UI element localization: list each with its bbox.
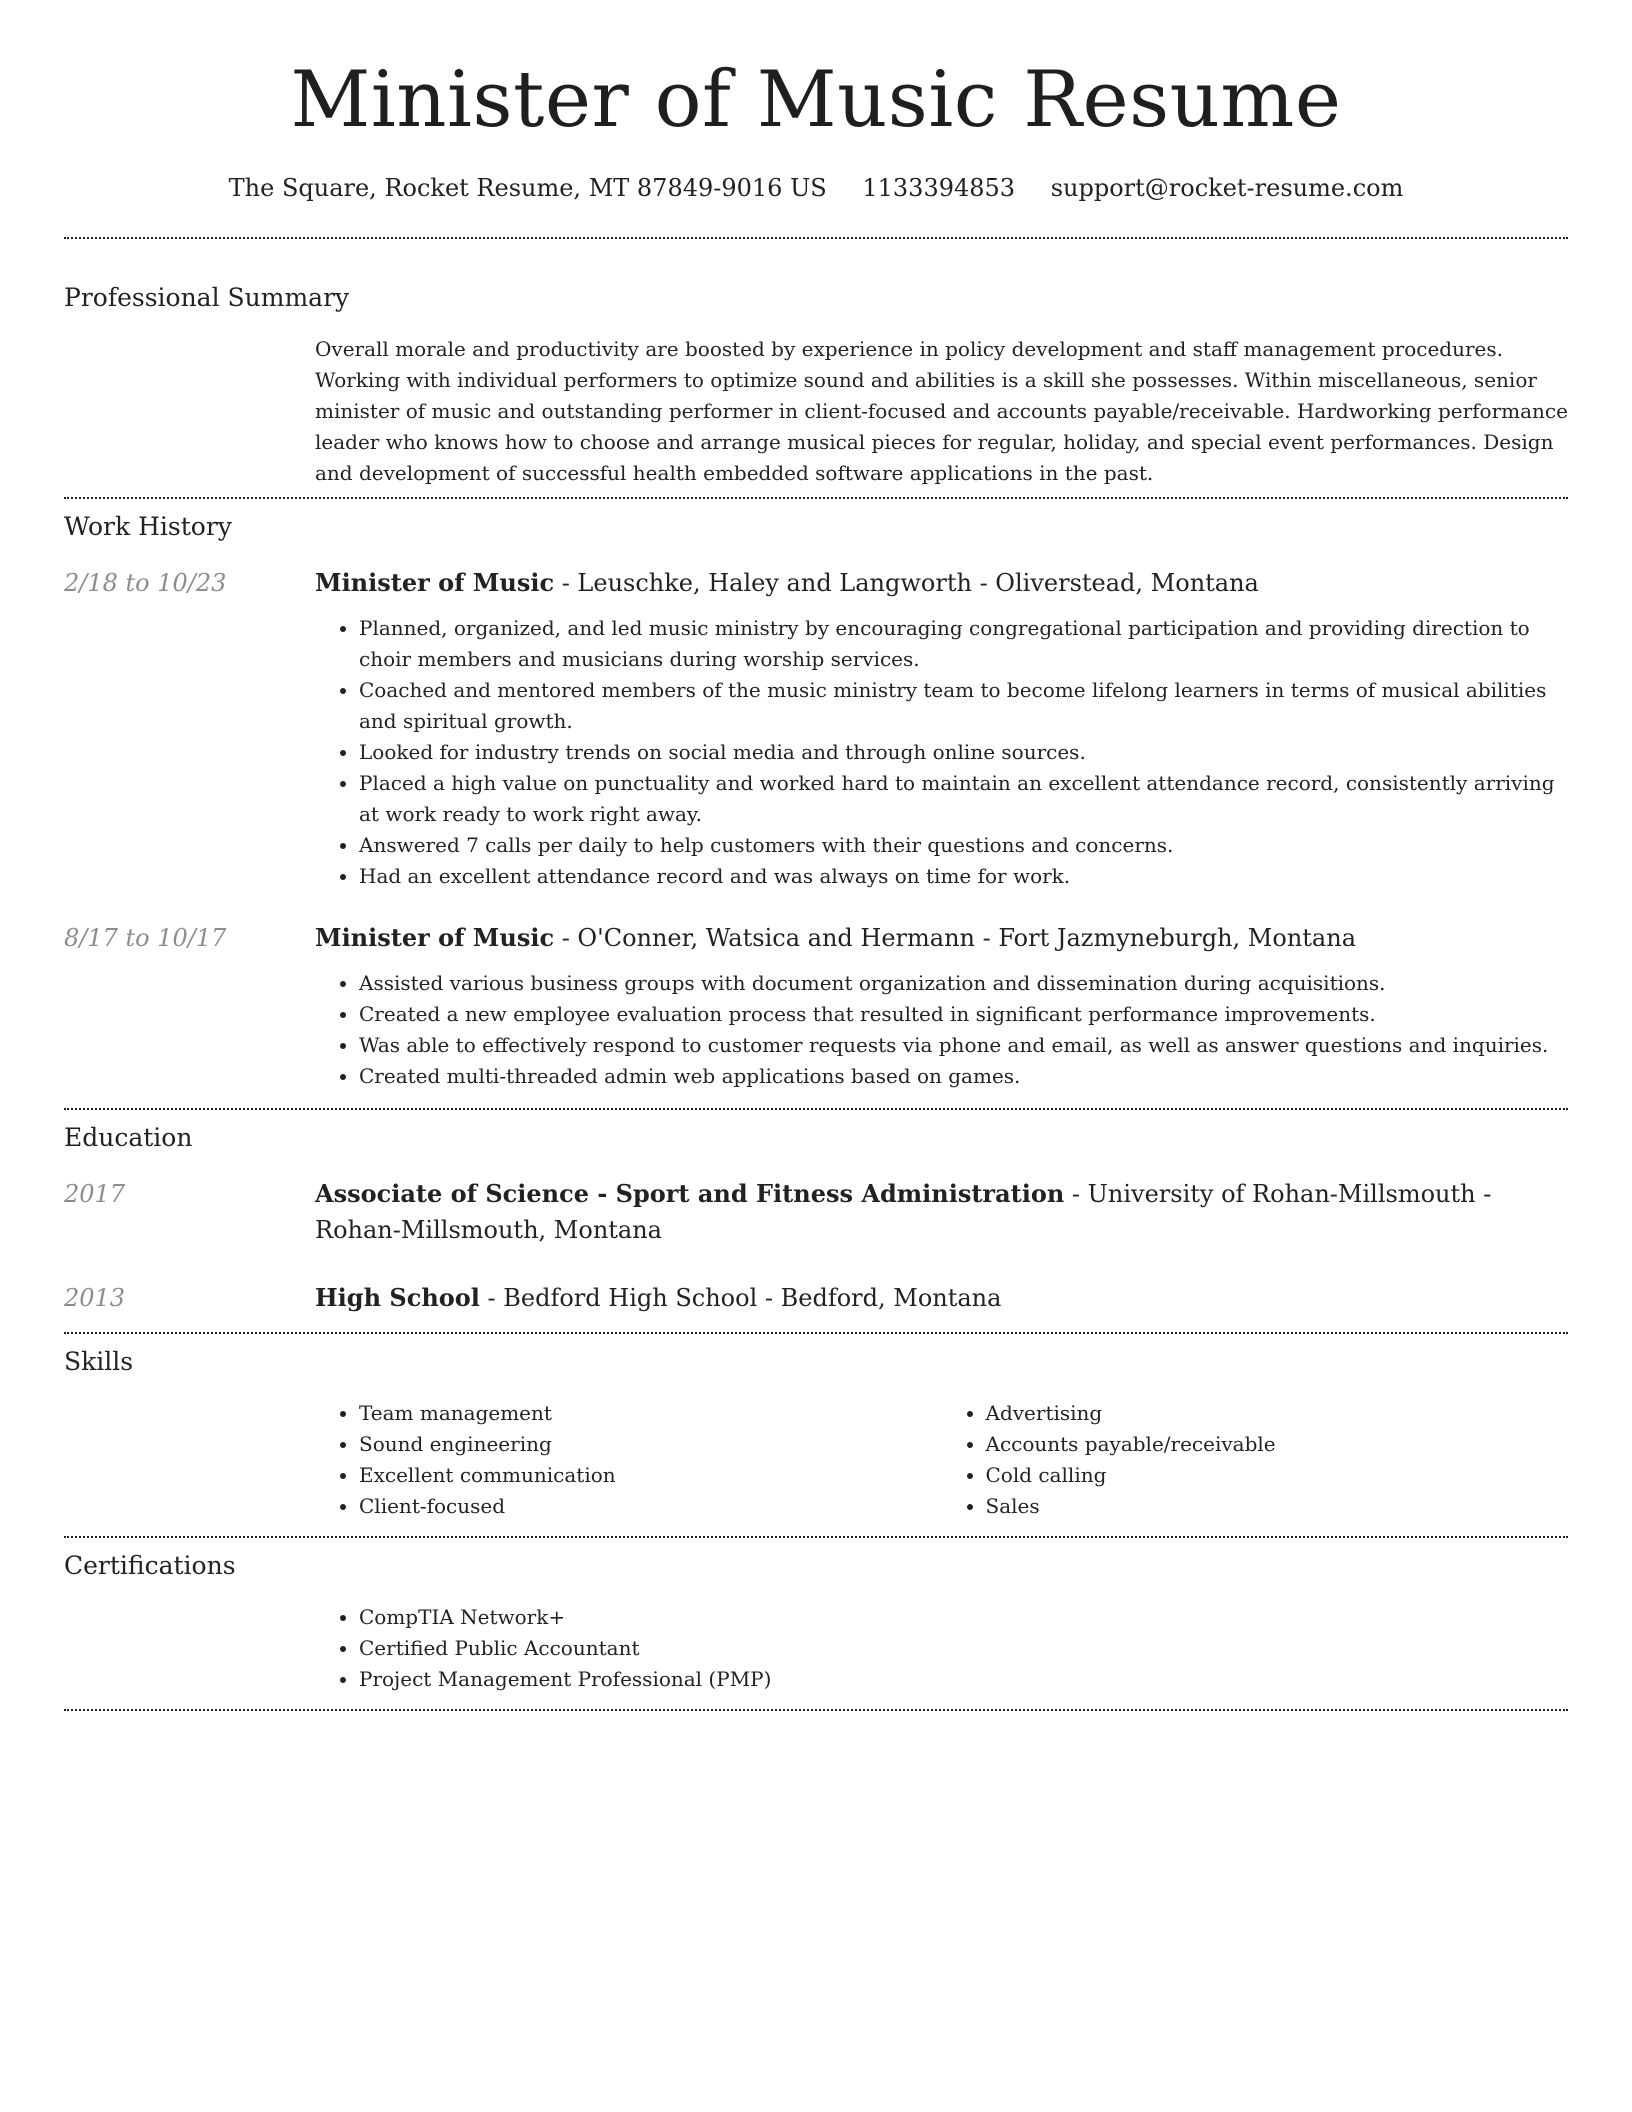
list-item: • Project Management Professional (PMP) <box>359 1664 974 1695</box>
list-item: • Was able to effectively respond to customer requests via phone and email, as well as answer questions and inquiries. <box>359 1030 1568 1061</box>
education-section <box>64 1110 1568 1316</box>
education-content <box>315 1176 1568 1248</box>
list-item: • Team management <box>359 1398 942 1429</box>
list-item: • Had an excellent attendance record and was always on time for work. <box>359 861 1568 892</box>
certifications-list <box>315 1602 974 1695</box>
job-heading <box>315 920 1568 956</box>
job-bullets <box>315 968 1568 1092</box>
contact-email: support@rocket-resume.com <box>1050 174 1404 202</box>
resume-page <box>64 0 1568 1711</box>
education-year: 2017 <box>64 1180 126 1208</box>
summary-heading: Professional Summary <box>64 283 350 312</box>
list-item: • Assisted various business groups with document organization and dissemination during acquisitions. <box>359 968 1568 999</box>
list-item: • CompTIA Network+ <box>359 1602 974 1633</box>
list-item: • Planned, organized, and led music ministry by encouraging congregational participation and providing direction to choir members and musicians during worship services. <box>359 613 1568 675</box>
skills-heading: Skills <box>64 1347 134 1376</box>
list-item: • Client-focused <box>359 1491 942 1522</box>
skills-section <box>64 1334 1568 1522</box>
certifications-heading: Certifications <box>64 1551 236 1580</box>
job-dates: 8/17 to 10/17 <box>64 924 227 952</box>
job-employer: - O'Conner, Watsica and Hermann - Fort Jazmyneburgh, Montana <box>554 924 1356 952</box>
job-bullets <box>315 613 1568 892</box>
summary-section <box>64 239 1568 489</box>
list-item: • Excellent communication <box>359 1460 942 1491</box>
education-school: - University of Rohan-Millsmouth - Rohan-Millsmouth, Montana <box>315 1180 1492 1244</box>
list-item: • Coached and mentored members of the music ministry team to become lifelong learners in terms of musical abilities and spiritual growth. <box>359 675 1568 737</box>
work-section <box>64 499 1568 1108</box>
job-entry <box>64 565 1568 892</box>
education-heading-line <box>315 1280 1568 1316</box>
list-item: • Accounts payable/receivable <box>986 1429 1569 1460</box>
education-year: 2013 <box>64 1284 126 1312</box>
education-entry <box>64 1176 1568 1248</box>
job-dates: 2/18 to 10/23 <box>64 569 227 597</box>
education-content <box>315 1280 1568 1316</box>
list-item: • Sound engineering <box>359 1429 942 1460</box>
education-entry <box>64 1280 1568 1316</box>
contact-line <box>64 172 1568 204</box>
education-degree: High School <box>315 1283 480 1312</box>
job-title: Minister of Music <box>315 568 555 597</box>
list-item: • Looked for industry trends on social media and through online sources. <box>359 737 1568 768</box>
skills-columns <box>315 1398 1568 1522</box>
job-title: Minister of Music <box>315 923 555 952</box>
list-item: • Created multi-threaded admin web applications based on games. <box>359 1061 1568 1092</box>
contact-phone: 1133394853 <box>862 174 1016 202</box>
list-item: • Placed a high value on punctuality and worked hard to maintain an excellent attendance record, consistently arriving at work ready to work right away. <box>359 768 1568 830</box>
list-item: • Cold calling <box>986 1460 1569 1491</box>
job-entry <box>64 920 1568 1108</box>
job-content <box>315 565 1568 892</box>
education-heading-line <box>315 1176 1568 1248</box>
job-employer: - Leuschke, Haley and Langworth - Oliverstead, Montana <box>554 569 1259 597</box>
divider <box>64 1709 1568 1711</box>
job-heading <box>315 565 1568 601</box>
education-school: - Bedford High School - Bedford, Montana <box>479 1284 1002 1312</box>
list-item: • Created a new employee evaluation process that resulted in significant performance improvements. <box>359 999 1568 1030</box>
certifications-section <box>64 1538 1568 1695</box>
contact-address: The Square, Rocket Resume, MT 87849-9016 US <box>228 174 827 202</box>
skills-list-right <box>942 1398 1569 1522</box>
education-heading: Education <box>64 1123 193 1152</box>
list-item: • Sales <box>986 1491 1569 1522</box>
job-content <box>315 920 1568 1108</box>
summary-text: Overall morale and productivity are boosted by experience in policy development and staff management procedures. Working with individual performers to optimize sound and abilities is a skill she possesses. Within miscellaneous, senior minister of music and outstanding performer in client-focused and accounts payable/receivable. Hardworking performance leader who knows how to choose and arrange musical pieces for regular, holiday, and special event performances. Design and development of successful health embedded software applications in the past. <box>315 337 1568 485</box>
education-degree: Associate of Science - Sport and Fitness Administration <box>315 1179 1065 1208</box>
work-heading: Work History <box>64 512 232 541</box>
resume-title: Minister of Music Resume <box>290 55 1342 145</box>
list-item: • Certified Public Accountant <box>359 1633 974 1664</box>
list-item: • Advertising <box>986 1398 1569 1429</box>
certifications-columns <box>315 1602 1568 1695</box>
list-item: • Answered 7 calls per daily to help customers with their questions and concerns. <box>359 830 1568 861</box>
skills-list-left <box>315 1398 942 1522</box>
